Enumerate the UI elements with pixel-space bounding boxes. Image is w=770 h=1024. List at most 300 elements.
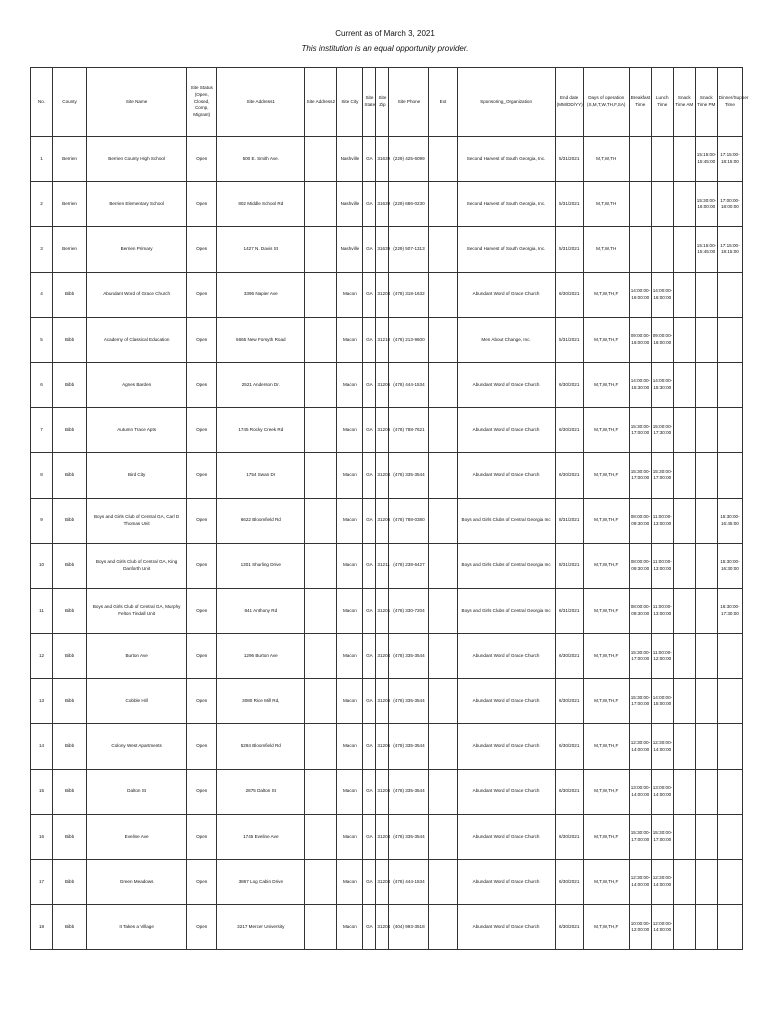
end-date-cell: 6/30/2021: [555, 769, 583, 814]
dinner-time-cell: [717, 272, 742, 317]
snack-pm-cell: [695, 679, 717, 724]
end-date-cell: 6/30/2021: [555, 814, 583, 859]
sponsor-cell: Abundant Word of Grace Church: [457, 453, 555, 498]
row-number: 14: [31, 724, 53, 769]
city-cell: Nashville: [337, 227, 363, 272]
phone-cell: (478) 444-1534: [389, 860, 429, 905]
end-date-cell: 6/30/2021: [555, 634, 583, 679]
table-row: [31, 272, 743, 317]
lunch-time-cell: 12:00:00-14:00:00: [651, 905, 673, 950]
snack-am-cell: [673, 588, 695, 633]
zip-cell: 31211: [376, 543, 389, 588]
sponsor-cell: Abundant Word of Grace Church: [457, 769, 555, 814]
snack-am-cell: [673, 453, 695, 498]
row-number: 5: [31, 317, 53, 362]
table-row: [31, 408, 743, 453]
zip-cell: 31204: [376, 860, 389, 905]
breakfast-time-cell: 08:00:00-09:30:00: [629, 588, 651, 633]
snack-am-cell: [673, 362, 695, 407]
end-date-cell: 6/30/2021: [555, 408, 583, 453]
lunch-time-cell: 12:30:00-14:00:00: [651, 860, 673, 905]
column-header: Site Address2: [305, 68, 337, 137]
table-row: [31, 724, 743, 769]
lunch-time-cell: 15:00:00-17:30:00: [651, 408, 673, 453]
address1-cell: 500 E. Smith Ave.: [217, 137, 305, 182]
county-cell: Bibb: [53, 317, 87, 362]
snack-am-cell: [673, 498, 695, 543]
ext-cell: [429, 724, 457, 769]
zip-cell: 31206: [376, 498, 389, 543]
column-header: County: [53, 68, 87, 137]
sponsor-cell: Abundant Word of Grace Church: [457, 634, 555, 679]
sponsor-cell: Boys and Girls Clubs of Central Georgia Inc: [457, 588, 555, 633]
lunch-time-cell: 14:00:00-15:30:00: [651, 362, 673, 407]
column-header: Lunch Time: [651, 68, 673, 137]
county-cell: Bibb: [53, 408, 87, 453]
breakfast-time-cell: [629, 227, 651, 272]
phone-cell: (478) 335-3544: [389, 814, 429, 859]
end-date-cell: 6/30/2021: [555, 453, 583, 498]
lunch-time-cell: [651, 182, 673, 227]
dinner-time-cell: [717, 724, 742, 769]
status-cell: Open: [187, 272, 217, 317]
city-cell: Macon: [337, 317, 363, 362]
table-row: [31, 182, 743, 227]
snack-am-cell: [673, 769, 695, 814]
breakfast-time-cell: 15:30:00-17:00:00: [629, 408, 651, 453]
table-row: [31, 769, 743, 814]
snack-am-cell: [673, 724, 695, 769]
snack-pm-cell: 15:15:00-15:45:00: [695, 227, 717, 272]
address1-cell: 1754 Swan Dr: [217, 453, 305, 498]
snack-pm-cell: [695, 905, 717, 950]
breakfast-time-cell: 12:30:00-14:00:00: [629, 860, 651, 905]
zip-cell: 31206: [376, 408, 389, 453]
site-name-cell: Boys and Girls Club of Central GA, Murphy Felton Tindall Unit: [87, 588, 187, 633]
days-cell: M,T,W,TH,F: [583, 588, 629, 633]
status-cell: Open: [187, 769, 217, 814]
snack-pm-cell: [695, 588, 717, 633]
end-date-cell: 6/30/2021: [555, 362, 583, 407]
days-cell: M,T,W,TH,F: [583, 317, 629, 362]
breakfast-time-cell: 13:00:00-14:00:00: [629, 769, 651, 814]
city-cell: Macon: [337, 408, 363, 453]
snack-pm-cell: [695, 362, 717, 407]
table-row: [31, 317, 743, 362]
row-number: 11: [31, 588, 53, 633]
status-cell: Open: [187, 724, 217, 769]
status-cell: Open: [187, 860, 217, 905]
days-cell: M,T,W,TH,F: [583, 408, 629, 453]
snack-am-cell: [673, 905, 695, 950]
address1-cell: 3396 Napier Ave: [217, 272, 305, 317]
zip-cell: 31206: [376, 362, 389, 407]
city-cell: Macon: [337, 814, 363, 859]
lunch-time-cell: 12:30:00-14:00:00: [651, 724, 673, 769]
status-cell: Open: [187, 227, 217, 272]
snack-am-cell: [673, 182, 695, 227]
column-header: Site State: [363, 68, 376, 137]
county-cell: Bibb: [53, 543, 87, 588]
days-cell: M,T,W,TH,F: [583, 543, 629, 588]
ext-cell: [429, 679, 457, 724]
lunch-time-cell: [651, 137, 673, 182]
end-date-cell: 5/31/2021: [555, 227, 583, 272]
snack-pm-cell: [695, 543, 717, 588]
end-date-cell: 8/31/2021: [555, 498, 583, 543]
snack-am-cell: [673, 272, 695, 317]
sponsor-cell: Abundant Word of Grace Church: [457, 724, 555, 769]
sponsor-cell: Abundant Word of Grace Church: [457, 860, 555, 905]
days-cell: M,T,W,TH,F: [583, 905, 629, 950]
address2-cell: [305, 860, 337, 905]
sponsor-cell: Abundant Word of Grace Church: [457, 679, 555, 724]
address1-cell: 2875 Dalton St: [217, 769, 305, 814]
status-cell: Open: [187, 408, 217, 453]
table-row: [31, 679, 743, 724]
snack-pm-cell: [695, 408, 717, 453]
phone-cell: (478) 788-0380: [389, 498, 429, 543]
lunch-time-cell: 14:00:00-16:00:00: [651, 272, 673, 317]
column-header: Snack Time PM: [695, 68, 717, 137]
column-header: Site City: [337, 68, 363, 137]
dinner-time-cell: 17:00:00-18:00:00: [717, 182, 742, 227]
days-cell: M,T,W,TH: [583, 137, 629, 182]
dinner-time-cell: [717, 362, 742, 407]
dinner-time-cell: [717, 634, 742, 679]
zip-cell: 31206: [376, 724, 389, 769]
days-cell: M,T,W,TH,F: [583, 814, 629, 859]
status-cell: Open: [187, 543, 217, 588]
address2-cell: [305, 227, 337, 272]
city-cell: Macon: [337, 362, 363, 407]
state-cell: GA: [363, 679, 376, 724]
column-header: Ext: [429, 68, 457, 137]
phone-cell: (478) 335-3544: [389, 453, 429, 498]
column-header: Site Zip: [376, 68, 389, 137]
county-cell: Berrien: [53, 227, 87, 272]
breakfast-time-cell: [629, 182, 651, 227]
sponsor-cell: Second Harvest of South Georgia, Inc.: [457, 227, 555, 272]
snack-am-cell: [673, 227, 695, 272]
address1-cell: 802 Middle School Rd: [217, 182, 305, 227]
table-row: [31, 543, 743, 588]
breakfast-time-cell: 15:30:00-17:00:00: [629, 814, 651, 859]
sponsor-cell: Abundant Word of Grace Church: [457, 272, 555, 317]
address2-cell: [305, 588, 337, 633]
dinner-time-cell: 15:30:00-16:45:00: [717, 498, 742, 543]
zip-cell: 31204: [376, 814, 389, 859]
lunch-time-cell: 15:30:00-17:00:00: [651, 814, 673, 859]
breakfast-time-cell: 14:00:00-16:00:00: [629, 272, 651, 317]
state-cell: GA: [363, 498, 376, 543]
dinner-time-cell: [717, 453, 742, 498]
city-cell: Macon: [337, 543, 363, 588]
row-number: 1: [31, 137, 53, 182]
site-name-cell: Green Meadows: [87, 860, 187, 905]
address2-cell: [305, 498, 337, 543]
sponsor-cell: Men About Change, Inc.: [457, 317, 555, 362]
end-date-cell: 6/30/2021: [555, 905, 583, 950]
site-name-cell: Academy of Classical Education: [87, 317, 187, 362]
dinner-time-cell: [717, 905, 742, 950]
county-cell: Bibb: [53, 634, 87, 679]
address1-cell: 6622 Bloomfield Rd: [217, 498, 305, 543]
site-name-cell: Bird City: [87, 453, 187, 498]
address1-cell: 1301 Shurling Drive: [217, 543, 305, 588]
column-header: Site Status (Open, Closed, Comp, Migrant): [187, 68, 217, 137]
ext-cell: [429, 634, 457, 679]
ext-cell: [429, 362, 457, 407]
county-cell: Bibb: [53, 679, 87, 724]
zip-cell: 31206: [376, 769, 389, 814]
breakfast-time-cell: [629, 137, 651, 182]
row-number: 18: [31, 905, 53, 950]
site-name-cell: Eveline Ave: [87, 814, 187, 859]
sponsor-cell: Abundant Word of Grace Church: [457, 408, 555, 453]
breakfast-time-cell: 10:00:00-12:00:00: [629, 905, 651, 950]
ext-cell: [429, 227, 457, 272]
site-name-cell: Berrien Elementary School: [87, 182, 187, 227]
row-number: 6: [31, 362, 53, 407]
end-date-cell: 8/31/2021: [555, 543, 583, 588]
table-row: [31, 860, 743, 905]
status-cell: Open: [187, 317, 217, 362]
snack-am-cell: [673, 860, 695, 905]
phone-cell: (478) 335-3544: [389, 634, 429, 679]
ext-cell: [429, 588, 457, 633]
address1-cell: 5665 New Forsyth Road: [217, 317, 305, 362]
days-cell: M,T,W,TH,F: [583, 679, 629, 724]
address2-cell: [305, 317, 337, 362]
table-row: [31, 137, 743, 182]
site-name-cell: Berrien County High School: [87, 137, 187, 182]
dinner-time-cell: [717, 814, 742, 859]
address1-cell: 1427 N. Davis St: [217, 227, 305, 272]
breakfast-time-cell: 15:30:00-17:00:00: [629, 453, 651, 498]
zip-cell: 31639: [376, 137, 389, 182]
state-cell: GA: [363, 769, 376, 814]
address1-cell: 3867 Log Cabin Drive: [217, 860, 305, 905]
column-header: Snack Time AM: [673, 68, 695, 137]
address2-cell: [305, 724, 337, 769]
county-cell: Bibb: [53, 453, 87, 498]
column-header: Dinner/Supper Time: [717, 68, 742, 137]
county-cell: Bibb: [53, 498, 87, 543]
site-name-cell: Colony West Apartments: [87, 724, 187, 769]
city-cell: Macon: [337, 588, 363, 633]
row-number: 17: [31, 860, 53, 905]
row-number: 7: [31, 408, 53, 453]
state-cell: GA: [363, 814, 376, 859]
state-cell: GA: [363, 860, 376, 905]
address2-cell: [305, 679, 337, 724]
county-cell: Bibb: [53, 362, 87, 407]
city-cell: Macon: [337, 498, 363, 543]
phone-cell: (404) 993-3518: [389, 905, 429, 950]
address2-cell: [305, 272, 337, 317]
status-cell: Open: [187, 588, 217, 633]
days-cell: M,T,W,TH: [583, 182, 629, 227]
end-date-cell: 5/31/2021: [555, 317, 583, 362]
phone-cell: (478) 444-1534: [389, 362, 429, 407]
breakfast-time-cell: 12:30:00-14:00:00: [629, 724, 651, 769]
sponsor-cell: Boys and Girls Clubs of Central Georgia Inc: [457, 498, 555, 543]
table-row: [31, 814, 743, 859]
column-header: Site Name: [87, 68, 187, 137]
column-header: No.: [31, 68, 53, 137]
address2-cell: [305, 182, 337, 227]
city-cell: Macon: [337, 453, 363, 498]
zip-cell: 31204: [376, 905, 389, 950]
lunch-time-cell: [651, 227, 673, 272]
county-cell: Bibb: [53, 860, 87, 905]
snack-am-cell: [673, 408, 695, 453]
snack-pm-cell: [695, 724, 717, 769]
sponsor-cell: Abundant Word of Grace Church: [457, 362, 555, 407]
column-header: Sponsoring_Organization: [457, 68, 555, 137]
phone-cell: (478) 213-9600: [389, 317, 429, 362]
phone-cell: (478) 238-6427: [389, 543, 429, 588]
document-date: Current as of March 3, 2021: [335, 29, 435, 38]
table-row: [31, 905, 743, 950]
address1-cell: 1296 Burton Ave: [217, 634, 305, 679]
state-cell: GA: [363, 272, 376, 317]
column-header: End date (MM/DD/YY): [555, 68, 583, 137]
snack-am-cell: [673, 679, 695, 724]
city-cell: Macon: [337, 634, 363, 679]
address1-cell: 841 Anthony Rd: [217, 588, 305, 633]
lunch-time-cell: 11:00:00-13:00:00: [651, 543, 673, 588]
lunch-time-cell: 11:00:00-13:00:00: [651, 588, 673, 633]
address2-cell: [305, 543, 337, 588]
address1-cell: 5284 Bloomfield Rd: [217, 724, 305, 769]
ext-cell: [429, 905, 457, 950]
county-cell: Bibb: [53, 724, 87, 769]
row-number: 12: [31, 634, 53, 679]
dinner-time-cell: [717, 679, 742, 724]
end-date-cell: 6/30/2021: [555, 679, 583, 724]
address1-cell: 3080 Rice Mill Rd,: [217, 679, 305, 724]
table-row: [31, 362, 743, 407]
days-cell: M,T,W,TH,F: [583, 724, 629, 769]
dinner-time-cell: 16:30:00-17:30:00: [717, 588, 742, 633]
address1-cell: 2521 Anderson Dr.: [217, 362, 305, 407]
address2-cell: [305, 137, 337, 182]
snack-am-cell: [673, 543, 695, 588]
table-row: [31, 588, 743, 633]
city-cell: Macon: [337, 272, 363, 317]
address2-cell: [305, 634, 337, 679]
row-number: 10: [31, 543, 53, 588]
status-cell: Open: [187, 453, 217, 498]
days-cell: M,T,W,TH,F: [583, 498, 629, 543]
sponsor-cell: Second Harvest of South Georgia, Inc.: [457, 182, 555, 227]
county-cell: Bibb: [53, 905, 87, 950]
phone-cell: (478) 335-3544: [389, 679, 429, 724]
days-cell: M,T,W,TH,F: [583, 362, 629, 407]
zip-cell: 31210: [376, 317, 389, 362]
breakfast-time-cell: 14:00:00-15:30:00: [629, 362, 651, 407]
days-cell: M,T,W,TH: [583, 227, 629, 272]
address2-cell: [305, 362, 337, 407]
site-name-cell: Boys and Girls Club of Central GA, King Danforth Unit: [87, 543, 187, 588]
snack-am-cell: [673, 317, 695, 362]
zip-cell: 31639: [376, 227, 389, 272]
site-name-cell: Boys and Girls Club of Central GA, Carl D Thomas Unit: [87, 498, 187, 543]
status-cell: Open: [187, 362, 217, 407]
dinner-time-cell: [717, 860, 742, 905]
city-cell: Macon: [337, 860, 363, 905]
status-cell: Open: [187, 137, 217, 182]
city-cell: Nashville: [337, 182, 363, 227]
phone-cell: (478) 788-7621: [389, 408, 429, 453]
snack-am-cell: [673, 814, 695, 859]
ext-cell: [429, 272, 457, 317]
days-cell: M,T,W,TH,F: [583, 453, 629, 498]
snack-pm-cell: [695, 453, 717, 498]
address1-cell: 1745 Rocky Creek Rd: [217, 408, 305, 453]
ext-cell: [429, 860, 457, 905]
state-cell: GA: [363, 182, 376, 227]
ext-cell: [429, 408, 457, 453]
snack-am-cell: [673, 137, 695, 182]
status-cell: Open: [187, 182, 217, 227]
snack-pm-cell: [695, 317, 717, 362]
site-name-cell: Autumn Trace Apts: [87, 408, 187, 453]
phone-cell: (478) 335-3544: [389, 769, 429, 814]
phone-cell: (229) 425-6099: [389, 137, 429, 182]
site-name-cell: Berrien Primary: [87, 227, 187, 272]
zip-cell: 31639: [376, 182, 389, 227]
sponsor-cell: Abundant Word of Grace Church: [457, 905, 555, 950]
zip-cell: 31201: [376, 588, 389, 633]
state-cell: GA: [363, 905, 376, 950]
end-date-cell: 6/30/2021: [555, 724, 583, 769]
state-cell: GA: [363, 453, 376, 498]
snack-pm-cell: [695, 272, 717, 317]
county-cell: Berrien: [53, 182, 87, 227]
address2-cell: [305, 769, 337, 814]
snack-pm-cell: [695, 860, 717, 905]
county-cell: Bibb: [53, 769, 87, 814]
end-date-cell: 8/31/2021: [555, 588, 583, 633]
row-number: 9: [31, 498, 53, 543]
row-number: 8: [31, 453, 53, 498]
site-name-cell: Agnes Barden: [87, 362, 187, 407]
site-name-cell: It Takes a Village: [87, 905, 187, 950]
zip-cell: 31206: [376, 679, 389, 724]
row-number: 16: [31, 814, 53, 859]
days-cell: M,T,W,TH,F: [583, 634, 629, 679]
state-cell: GA: [363, 137, 376, 182]
sponsor-cell: Second Harvest of South Georgia, Inc.: [457, 137, 555, 182]
status-cell: Open: [187, 634, 217, 679]
lunch-time-cell: 14:00:00-15:00:00: [651, 679, 673, 724]
lunch-time-cell: 09:00:00-16:00:00: [651, 317, 673, 362]
state-cell: GA: [363, 227, 376, 272]
phone-cell: (229) 507-1313: [389, 227, 429, 272]
end-date-cell: 5/31/2021: [555, 137, 583, 182]
breakfast-time-cell: 15:30:00-17:00:00: [629, 679, 651, 724]
ext-cell: [429, 498, 457, 543]
state-cell: GA: [363, 634, 376, 679]
sites-table: [30, 67, 749, 950]
dinner-time-cell: 15:30:00-16:30:00: [717, 543, 742, 588]
snack-pm-cell: [695, 769, 717, 814]
city-cell: Nashville: [337, 137, 363, 182]
address2-cell: [305, 905, 337, 950]
